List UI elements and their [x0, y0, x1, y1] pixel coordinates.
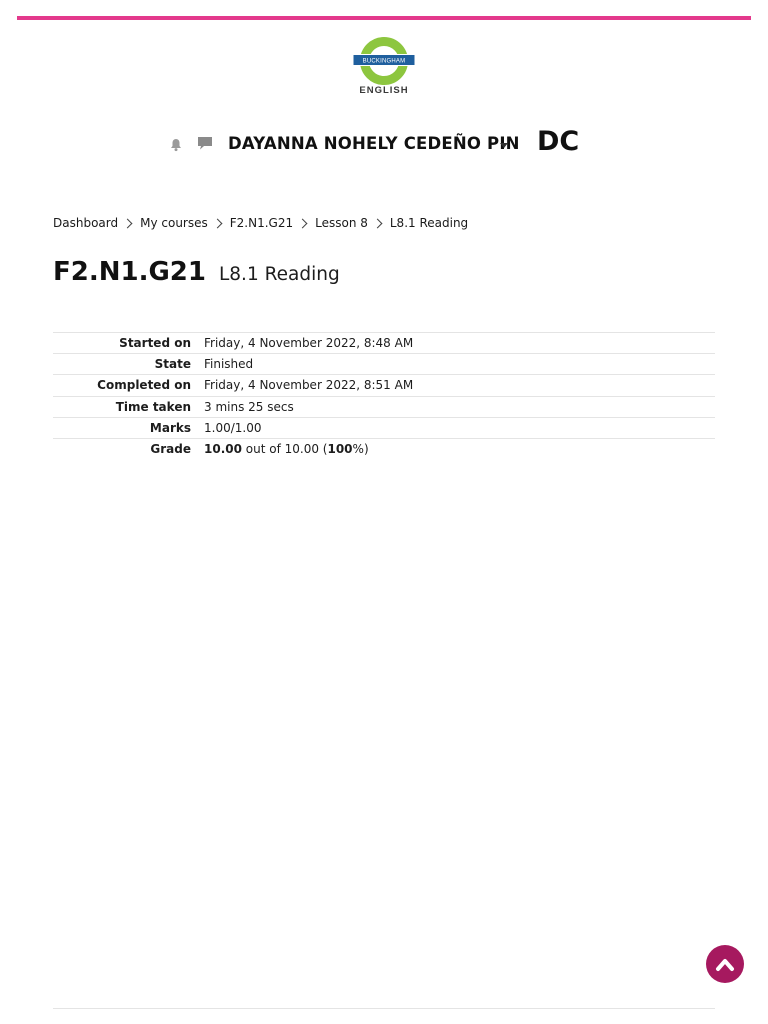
chevron-right-icon — [212, 218, 222, 228]
table-row — [53, 438, 715, 459]
buckingham-english-logo — [352, 36, 416, 96]
logo-wordmark: ENGLISH — [359, 85, 409, 96]
table-row — [53, 354, 715, 375]
footer-divider — [53, 1008, 715, 1009]
breadcrumb-dashboard[interactable]: Dashboard — [53, 216, 119, 230]
page-title: F2.N1.G21 — [53, 257, 206, 287]
user-navigation — [0, 126, 768, 162]
table-row — [53, 417, 715, 438]
breadcrumb-lesson[interactable]: Lesson 8 — [315, 216, 368, 230]
activity-title: L8.1 Reading — [218, 264, 340, 285]
time-taken-label: Time taken — [53, 396, 203, 417]
grade-out-of: out of 10.00 ( — [241, 442, 328, 457]
logo-badge-text: BUCKINGHAM — [362, 58, 406, 65]
started-on-value: Friday, 4 November 2022, 8:48 AM — [203, 333, 715, 354]
chevron-up-icon — [715, 955, 735, 973]
top-accent-bar — [17, 16, 751, 20]
grade-percent: 100 — [327, 442, 353, 457]
grade-percent-suffix: %) — [352, 442, 369, 457]
state-value: Finished — [203, 354, 715, 375]
time-taken-value: 3 mins 25 secs — [203, 396, 715, 417]
chevron-right-icon — [123, 218, 133, 228]
table-row — [53, 333, 715, 354]
table-row — [53, 396, 715, 417]
page-header — [53, 257, 340, 287]
site-logo[interactable] — [352, 36, 416, 96]
user-avatar-initials[interactable]: DC — [537, 126, 580, 157]
chevron-right-icon — [298, 218, 308, 228]
started-on-label: Started on — [53, 333, 203, 354]
chevron-right-icon — [372, 218, 382, 228]
marks-label: Marks — [53, 417, 203, 438]
attempt-summary-table — [53, 332, 715, 460]
table-row — [53, 375, 715, 396]
user-menu-name[interactable]: DAYANNA NOHELY CEDEÑO PIN — [228, 134, 520, 153]
state-label: State — [53, 354, 203, 375]
breadcrumb-my-courses[interactable]: My courses — [140, 216, 208, 230]
chat-icon[interactable] — [196, 135, 214, 151]
grade-score: 10.00 — [204, 442, 242, 457]
marks-value: 1.00/1.00 — [203, 417, 715, 438]
completed-on-label: Completed on — [53, 375, 203, 396]
breadcrumb-activity[interactable]: L8.1 Reading — [389, 216, 469, 230]
grade-value — [203, 438, 715, 459]
breadcrumb-course[interactable]: F2.N1.G21 — [229, 216, 294, 230]
back-to-top-button[interactable] — [706, 945, 744, 983]
chevron-down-icon[interactable] — [500, 143, 508, 148]
completed-on-value: Friday, 4 November 2022, 8:51 AM — [203, 375, 715, 396]
breadcrumb — [53, 214, 468, 232]
grade-label: Grade — [53, 438, 203, 459]
bell-icon[interactable] — [168, 136, 184, 152]
